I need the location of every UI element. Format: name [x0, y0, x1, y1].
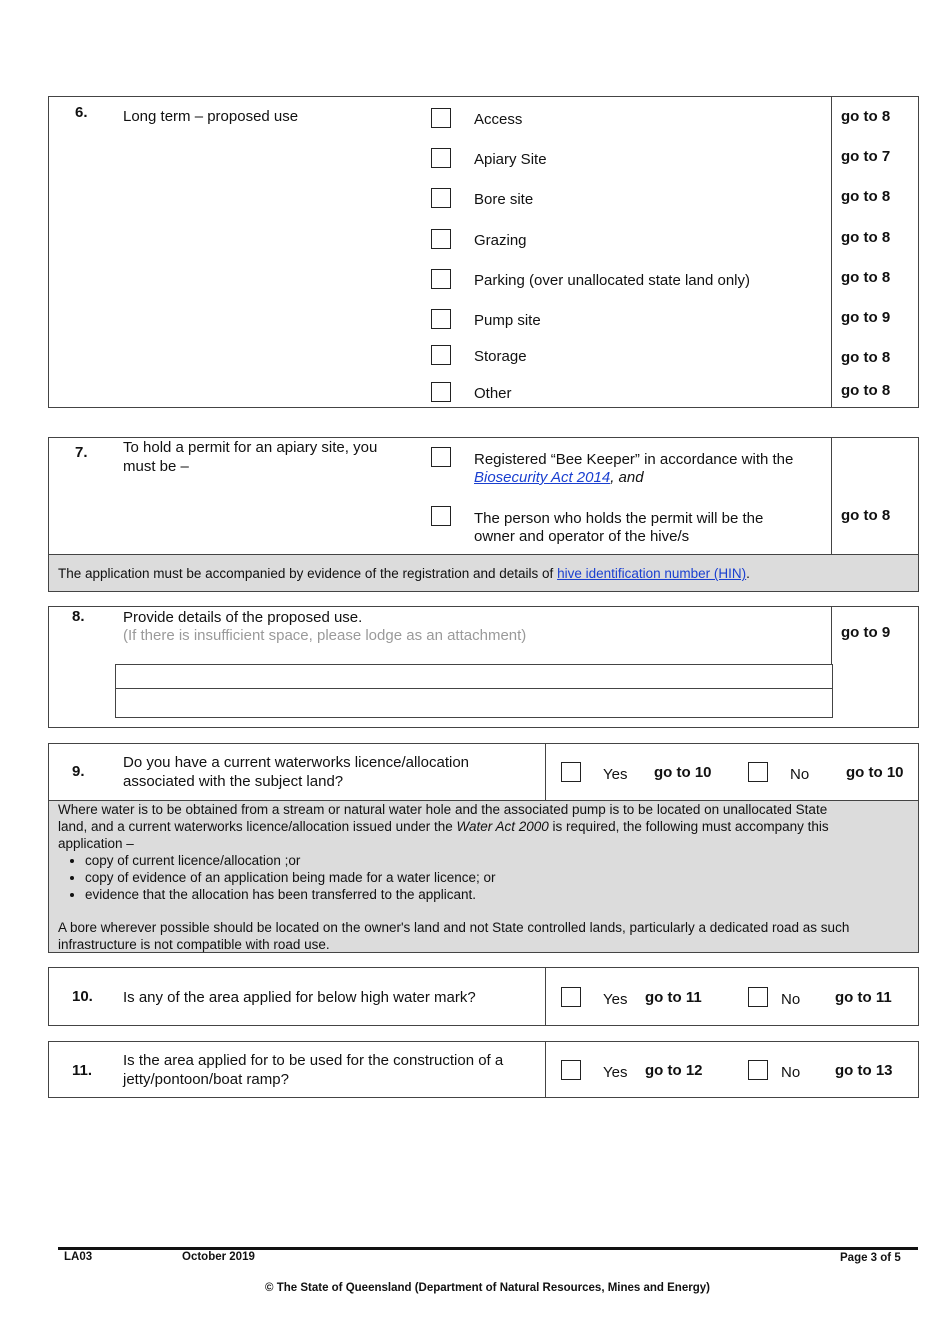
q6-option-label: Grazing: [474, 232, 527, 249]
q8-hint: (If there is insufficient space, please lodge as an attachment): [123, 627, 527, 644]
q6-option-label: Apiary Site: [474, 151, 547, 168]
q7-note-prefix: The application must be accompanied by evidence of the registration and details of: [58, 566, 558, 581]
q9-note-para2-line2: infrastructure is not compatible with road use.: [58, 937, 330, 952]
q6-checkbox-bore-site[interactable]: [431, 188, 451, 208]
q7-number: 7.: [75, 444, 88, 461]
q10-no-checkbox[interactable]: [748, 987, 768, 1007]
q7-label-line2: must be –: [123, 458, 189, 475]
list-item: • copy of current licence/allocation ;or: [85, 852, 916, 869]
q8-label: Provide details of the proposed use.: [123, 609, 363, 626]
footer-date: October 2019: [182, 1251, 255, 1263]
q9-no-goto: go to 10: [846, 764, 904, 781]
q6-option-label: Storage: [474, 348, 527, 365]
q9-no-checkbox[interactable]: [748, 762, 768, 782]
divider: [545, 1041, 546, 1098]
q10-no-goto: go to 11: [835, 989, 892, 1006]
q6-option-label: Pump site: [474, 312, 541, 329]
q6-goto: go to 8: [841, 188, 891, 205]
q11-number: 11.: [72, 1062, 93, 1079]
q6-checkbox-apiary-site[interactable]: [431, 148, 451, 168]
q9-note-line1: Where water is to be obtained from a stream or natural water hole and the associated pump is to be located on unallocated State: [58, 802, 828, 817]
footer-page-number: Page 3 of 5: [840, 1252, 901, 1264]
q6-goto: go to 8: [841, 108, 891, 125]
q8-details-field-1[interactable]: [115, 664, 833, 689]
divider: [545, 743, 546, 801]
footer-rule: [58, 1247, 918, 1250]
q9-number: 9.: [72, 763, 85, 780]
q6-goto: go to 8: [841, 269, 891, 286]
q6-goto: go to 8: [841, 229, 891, 246]
footer-copyright: © The State of Queensland (Department of Natural Resources, Mines and Energy): [265, 1282, 710, 1294]
divider: [831, 96, 832, 408]
q6-option-label: Access: [474, 111, 523, 128]
q7-label-line1: To hold a permit for an apiary site, you: [123, 439, 378, 456]
q11-no-goto: go to 13: [835, 1062, 893, 1079]
q9-note: [58, 801, 916, 953]
q8-number: 8.: [72, 608, 85, 625]
q6-checkbox-pump-site[interactable]: [431, 309, 451, 329]
q7-checkbox-registered-bee-keeper[interactable]: [431, 447, 451, 467]
q11-label-line2: jetty/pontoon/boat ramp?: [123, 1071, 289, 1088]
q6-option-label: Bore site: [474, 191, 534, 208]
q7-note-suffix: .: [746, 566, 750, 581]
q8-details-field-2[interactable]: [115, 688, 833, 718]
q9-note-line3: application –: [58, 836, 134, 851]
q10-yes-goto: go to 11: [645, 989, 702, 1006]
q9-note-line2: [58, 818, 916, 835]
list-item: • evidence that the allocation has been transferred to the applicant.: [85, 886, 916, 903]
q6-goto: go to 9: [841, 309, 891, 326]
biosecurity-act-link[interactable]: Biosecurity Act 2014: [474, 469, 611, 486]
q9-label-line2: associated with the subject land?: [123, 773, 344, 790]
q6-checkbox-access[interactable]: [431, 108, 451, 128]
water-act-title: Water Act 2000: [456, 819, 549, 834]
q10-yes-label: Yes: [603, 991, 628, 1008]
q7-option1-line1: Registered “Bee Keeper” in accordance with the: [474, 451, 794, 468]
q7-note: [58, 565, 913, 582]
q8-goto: go to 9: [841, 624, 891, 641]
q11-yes-checkbox[interactable]: [561, 1060, 581, 1080]
list-item: • copy of evidence of an application being made for a water licence; or: [85, 869, 916, 886]
q7-option1-line2: [474, 468, 644, 487]
q11-yes-label: Yes: [603, 1064, 628, 1081]
q9-yes-checkbox[interactable]: [561, 762, 581, 782]
divider: [831, 606, 832, 665]
footer-form-code: LA03: [64, 1251, 93, 1263]
q9-note-line2b: is required, the following must accompany this: [548, 819, 829, 834]
q6-goto: go to 8: [841, 382, 891, 399]
q9-yes-label: Yes: [603, 766, 628, 783]
hin-link[interactable]: hive identification number (HIN): [557, 566, 747, 581]
q6-checkbox-parking[interactable]: [431, 269, 451, 289]
q10-number: 10.: [72, 988, 93, 1005]
divider: [831, 437, 832, 555]
q7-option2-line2: owner and operator of the hive/s: [474, 528, 690, 545]
q9-label-line1: Do you have a current waterworks licence/allocation: [123, 754, 470, 771]
q6-checkbox-storage[interactable]: [431, 345, 451, 365]
q6-option-label: Parking (over unallocated state land only): [474, 272, 750, 289]
q6-option-label: Other: [474, 385, 512, 402]
q7-option1-suffix: , and: [610, 469, 644, 486]
q9-note-para2-line1: A bore wherever possible should be located on the owner's land and not State controlled lands, particularly a dedicated road as such: [58, 920, 850, 935]
q9-no-label: No: [790, 766, 810, 783]
q7-option2-line1: The person who holds the permit will be the: [474, 510, 764, 527]
q6-goto: go to 8: [841, 349, 891, 366]
q7-goto: go to 8: [841, 507, 891, 524]
q11-yes-goto: go to 12: [645, 1062, 703, 1079]
q6-number: 6.: [75, 104, 88, 121]
q6-checkbox-grazing[interactable]: [431, 229, 451, 249]
q11-no-label: No: [781, 1064, 801, 1081]
q9-yes-goto: go to 10: [654, 764, 712, 781]
divider: [545, 967, 546, 1026]
q7-checkbox-owner-operator[interactable]: [431, 506, 451, 526]
q9-note-line2a: land, and a current waterworks licence/allocation issued under the: [58, 819, 457, 834]
q9-bullet-list: [28, 852, 916, 903]
q10-no-label: No: [781, 991, 801, 1008]
q10-label: Is any of the area applied for below high water mark?: [123, 989, 476, 1006]
q10-yes-checkbox[interactable]: [561, 987, 581, 1007]
q6-checkbox-other[interactable]: [431, 382, 451, 402]
q6-goto: go to 7: [841, 148, 891, 165]
q6-label: Long term – proposed use: [123, 108, 299, 125]
q11-label-line1: Is the area applied for to be used for the construction of a: [123, 1052, 504, 1069]
q11-no-checkbox[interactable]: [748, 1060, 768, 1080]
